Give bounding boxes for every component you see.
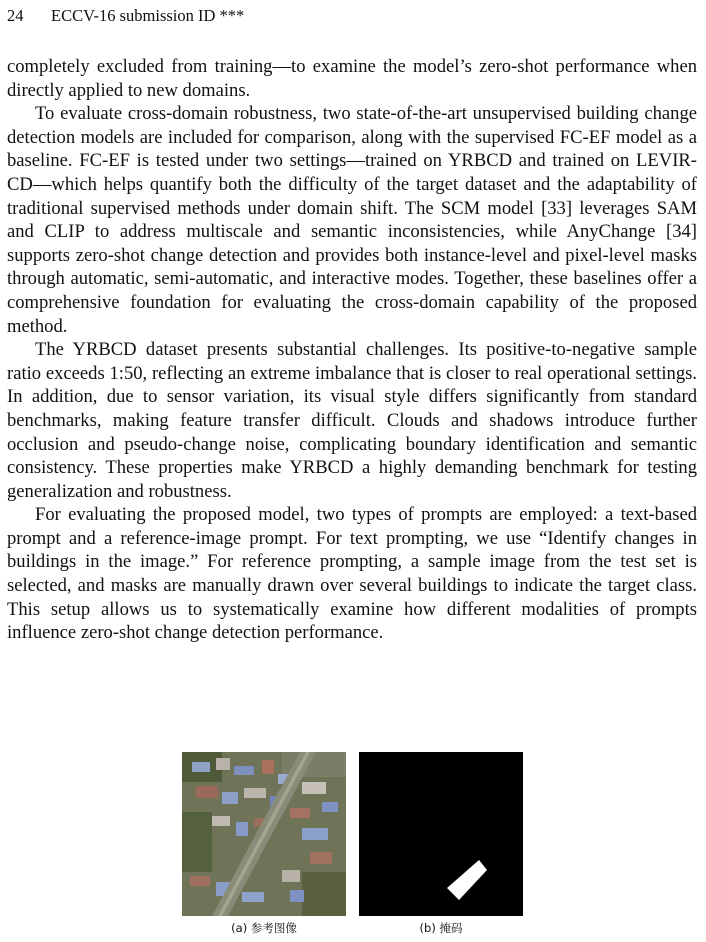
body-text — [7, 55, 697, 645]
paragraph-3: The YRBCD dataset presents substantial challenges. Its positive-to-negative sample ratio exceeds 1:50, reflecting an extreme imbalance that is closer to real operational settings. In addition, due to sensor variation, its visual style differs significantly from standard benchmarks, making feature transfer difficult. Clouds and shadows introduce further occlusion and pseudo-change noise, complicating boundary identification and semantic consistency. These properties make YRBCD a highly demanding benchmark for testing generalization and robustness. — [7, 339, 697, 502]
paragraph-2: To evaluate cross-domain robustness, two state-of-the-art unsupervised building change detection models are included for comparison, along with the supervised FC-EF model as a baseline. FC-EF is tested under two settings—trained on YRBCD and trained on LEVIR-CD—which helps quantify both the difficulty of the target dataset and the adaptability of traditional supervised methods under domain shift. The SCM model [33] leverages SAM and CLIP to address multiscale and semantic inconsistencies, while AnyChange [34] supports zero-shot change detection and provides both instance-level and pixel-level masks through automatic, semi-automatic, and interactive modes. Together, these baselines offer a comprehensive foundation for evaluating the cross-domain capability of the proposed method. — [7, 103, 697, 337]
running-title: ECCV-16 submission ID *** — [51, 6, 245, 25]
page-number: 24 — [7, 6, 24, 25]
running-header — [7, 6, 244, 26]
caption-b: (b) 掩码 — [419, 921, 463, 935]
caption-a: (a) 参考图像 — [231, 921, 297, 935]
reference-image — [182, 752, 346, 916]
figure — [182, 752, 524, 937]
mask-image — [359, 752, 523, 916]
paragraph-1: completely excluded from training—to examine the model’s zero-shot performance when directly applied to new domains. — [7, 56, 697, 101]
paragraph-4: For evaluating the proposed model, two types of prompts are employed: a text-based prompt and a reference-image prompt. For text prompting, we use “Identify changes in buildings in the image.” For reference prompting, a sample image from the test set is selected, and masks are manually drawn over several buildings to indicate the target class. This setup allows us to systematically examine how different modalities of prompts influence zero-shot change detection performance. — [7, 504, 697, 644]
